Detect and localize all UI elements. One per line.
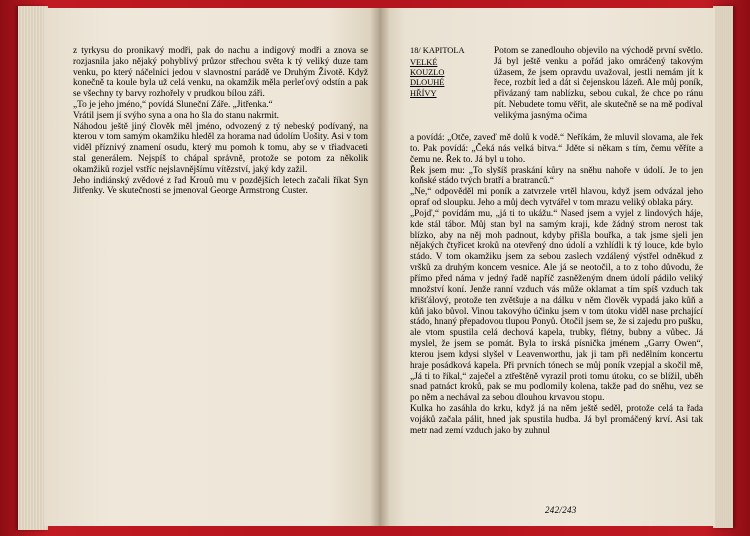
- book-gutter: [370, 8, 390, 526]
- chapter-title-line: DLOUHÉ: [410, 78, 445, 88]
- paragraph: „Pojď,“ povídám mu, „já ti to ukážu.“ Nased jsem a vyjel z lindových háje, kde stál tábor. Můj stan byl na samým kraji, kde žádný strom nerost tak blízko, aby na něj moh padnout, kdyby přišla bouřka, a tak jsme sjeli jen nějakých čtyřicet kroků na otevřený dno údolí a vzhlídli k tý louce, kde bylo stádo. V tom okamžiku jsem za sebou zaslech vzdálený výstřel odněkud z vršků za druhým koncem vesnice. Ale já se neotočil, a to z toho důvodu, že přímo před náma v jedný řadě napříč zasněženým dnem údolí pádilo veliký množství koní. Jenže ranní vzduch vás může oklamat a tím spíš vzduch tak křišťálový, protože ten zvětšuje a na dálku v něm člověk vypadá jako kůň a kůň jako bůvol. Vinou takovýho účinku jsem v tom útoku viděl nase prchající stádo, hnaný přepadovou tlupou Ponyů. Otočil jsem se, že si zajedu pro pušku, ale vtom spustila celá dechová kapela, trubky, flétny, bubny a vůbec. Já myslel, že jsem se pomát. Byla to irská písnička jménem „Garry Owen“, kterou jsem kdysi slyšel v Leavenworthu, jak ji tam při nedělním koncertu hraje posádková kapela. Při prvních tónech se můj poník vzepjal a skočil mě, „Já ti to říkal,“ zaječel a ztřeštěně vyrazil proti tomu útoku, co se blížil, uběh snad patnáct kroků, pak se mu podlomily kolena, takže pad do sněhu, vez se po něm a nechával za sebou dlouhou krvavou stopu.: [410, 208, 703, 404]
- chapter-heading: 18/ KAPITOLA: [410, 46, 465, 55]
- paragraph: Náhodou ještě jiný člověk měl jméno, odvozený z tý nebeský podívaný, na kterou v tom samým okamžiku hleděl za horama nad údolím Uošity. Asi v tom viděl příznivý znamení osudu, který mu pomoh k tomu, aby se v třiadvaceti stal generálem. Nejspíš to chápal správně, protože se potom za několik okamžiků rozjel vstříc nejslavnějšímu vítězství, jaký kdy zažil.: [73, 121, 368, 175]
- chapter-title-line: KOUZLO: [410, 68, 445, 78]
- paragraph: „To je jeho jméno,“ povídá Sluneční Záře. „Jitřenka.“: [73, 99, 273, 110]
- chapter-title-line: VELKÉ: [410, 58, 438, 67]
- chapter-title: [410, 58, 462, 99]
- paragraph: Vrátil jsem jí svýho syna a ona ho šla do stanu nakrmit.: [73, 110, 280, 121]
- paragraph: z tyrkysu do pronikavý modři, pak do nachu a indigový modři a znova se rozjasnila jako nějaký pohyblivý průzor střechou světa k tý veliký duze tam venku, po který náčelníci jedou v slavnostní parádě ve Druhým Životě. Když konečně ta koule byla už celá venku, na okamžik měla perleťový odstín a pak se všechny ty barvy rozhořely v prudkou bílou záři.: [73, 46, 368, 100]
- right-page-top-text: [494, 46, 703, 122]
- page-numbers: 242/243: [545, 505, 577, 515]
- paragraph: Kulka ho zasáhla do krku, když já na něm ještě seděl, protože celá ta řada vojáků začala pálit, hned jak spustila hudba. Já byl promáčený krví. Asi tak metr nad zemí vzduch jako by zuhnul: [410, 404, 703, 436]
- left-page-text: [73, 46, 368, 197]
- page-edges-right: [713, 6, 733, 528]
- paragraph: „Ne,“ odpověděl mi poník a zatvrzele vrtěl hlavou, když jsem odvázal jeho opraf od sloupku. Jeho a můj dech vytvářel v tom mrazu veliký oblaka páry.: [410, 187, 703, 209]
- paragraph: Potom se zanedlouho objevilo na východě první světlo. Já byl ještě venku a pořád jako omráčený takovým úžasem, že jsem opravdu uvažoval, jestli nemám jít k řece, rozbít led a dát si čejenskou lázeň. Ale můj poník, přivázaný tam nablízku, sebou cukal, že chce po ránu pít. Nebudete tomu věřit, ale skutečně se na mě podíval velikýma jasnýma očima: [494, 46, 703, 121]
- paragraph: Řek jsem mu: „To slyšíš praskání kůry na sněhu nahoře v údolí. Je to jen koňské stádo tvých bratří a bratranců.“: [410, 165, 703, 187]
- chapter-title-line: HŘÍVY: [410, 88, 437, 98]
- right-page-text: [410, 133, 703, 437]
- paragraph: a povídá: „Otče, zaveď mě dolů k vodě.“ Neříkám, že mluvil slovama, ale řek to. Pak povídá: „Čeká nás velká bitva.“ Jděte si někam s tím, čemu věříte a čemu ne. Řek to. Já byl u toho.: [410, 133, 703, 165]
- paragraph: Jeho indiánský zvědové z řad Krouů mu v pozdějších letech začali říkat Syn Jitřenky. Ve skutečnosti se jmenoval George Armstrong Custer.: [73, 175, 368, 197]
